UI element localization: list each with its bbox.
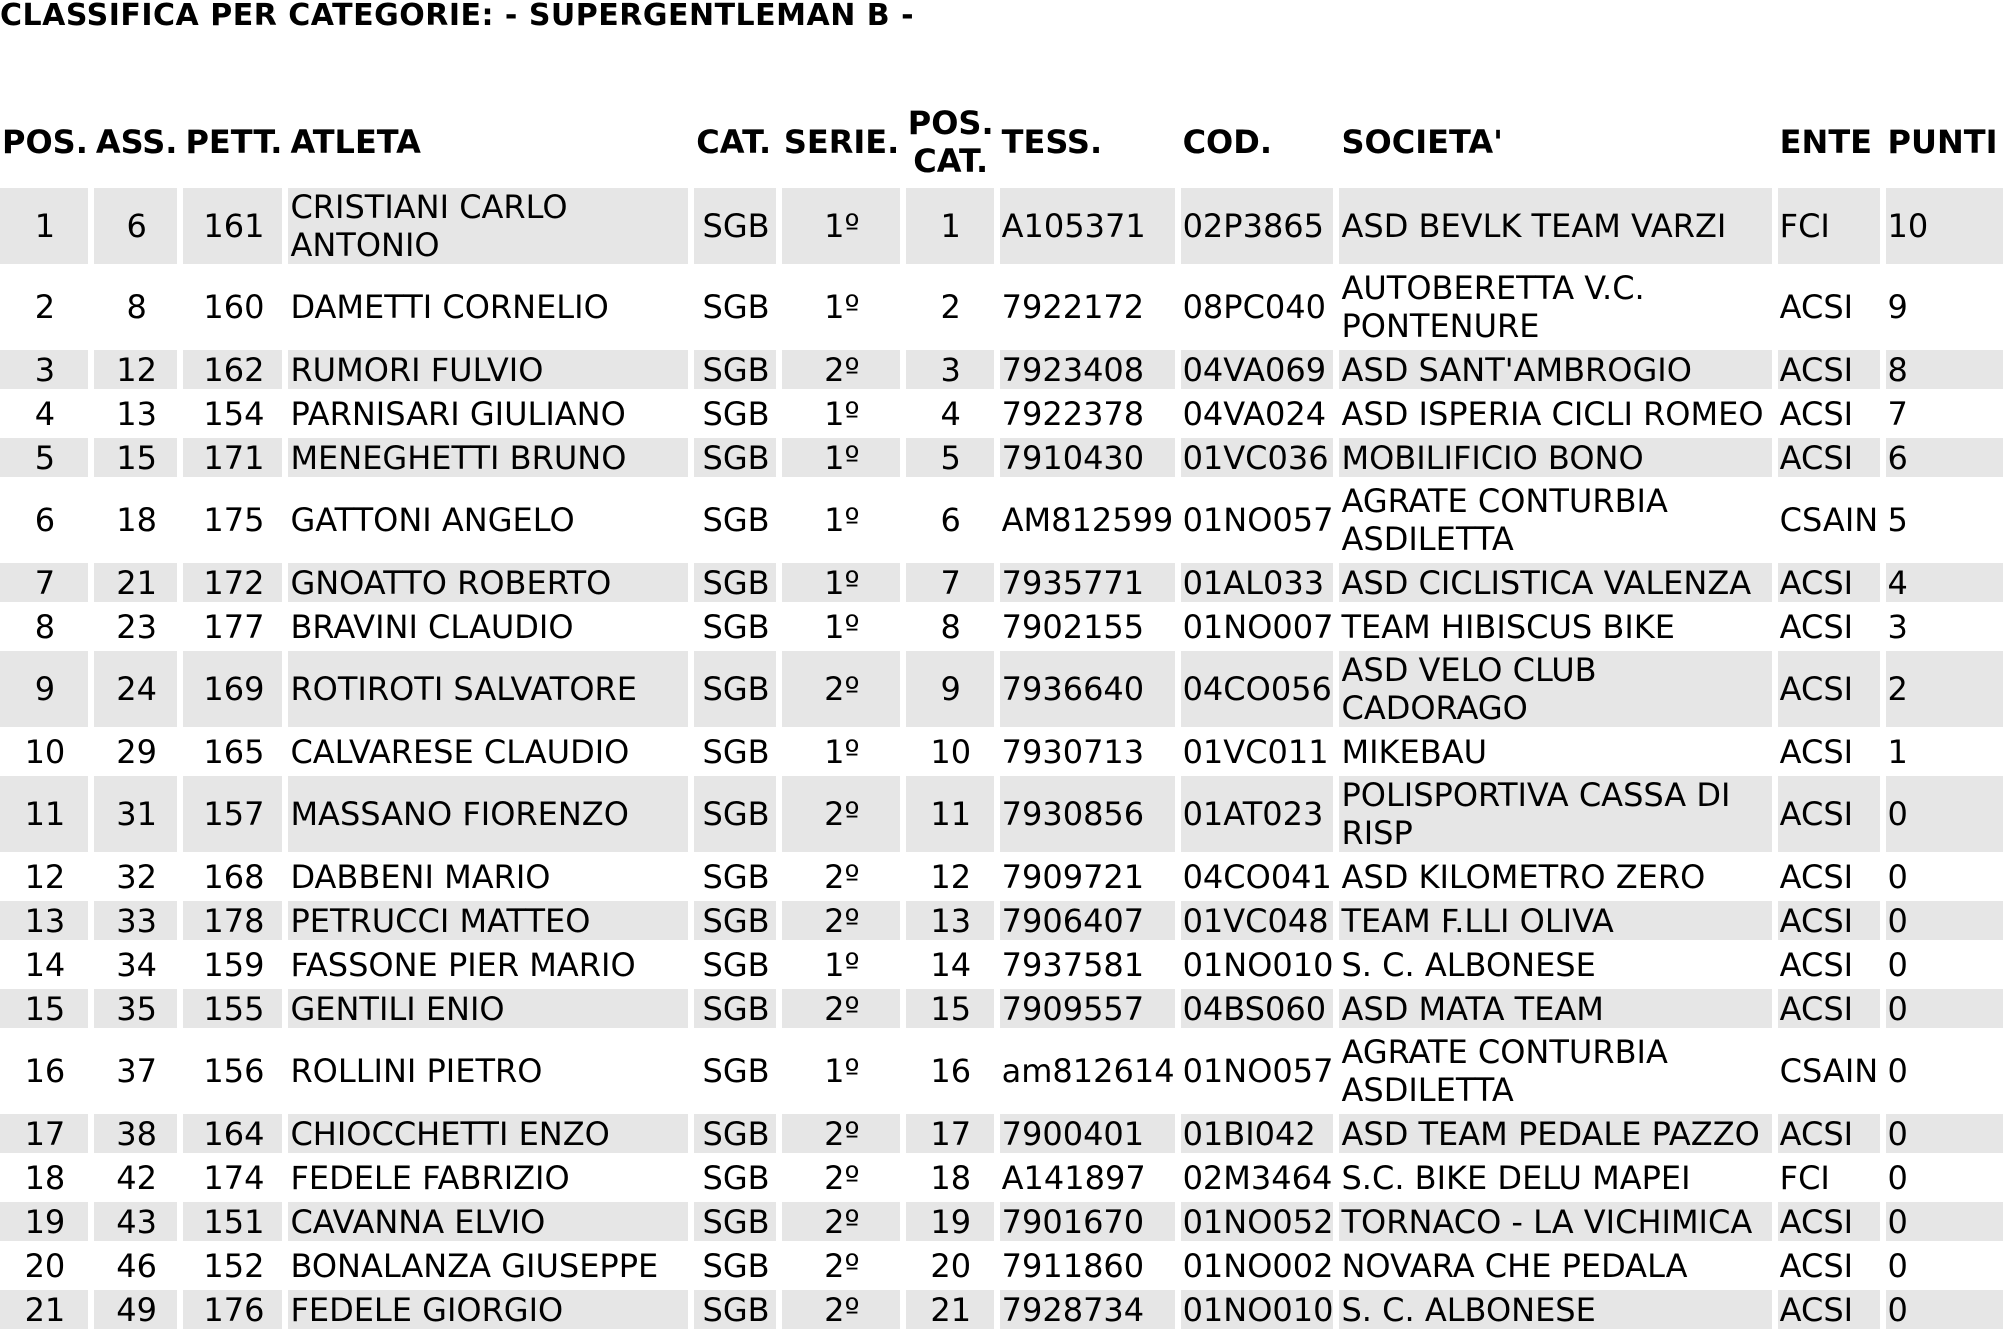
cell-pos-cat: 3 <box>906 350 994 389</box>
cell-tess: 7901670 <box>1000 1202 1175 1241</box>
cell-serie: 1º <box>782 438 900 477</box>
cell-societa: NOVARA CHE PEDALA <box>1341 1246 1688 1285</box>
cell-cod: 01NO002 <box>1182 1246 1334 1285</box>
cell-cod: 01VC036 <box>1181 438 1334 477</box>
cell-ass: 13 <box>116 394 157 433</box>
cell-tess: 7910430 <box>1000 438 1175 477</box>
cell-pos: 19 <box>0 1202 88 1241</box>
cell-atleta: BONALANZA GIUSEPPE <box>290 1246 659 1285</box>
cell-serie: 2º <box>782 1202 900 1241</box>
cell-societa: TEAM F.LLI OLIVA <box>1339 901 1771 940</box>
cell-tess: A105371 <box>1000 188 1175 264</box>
cell-atleta: CRISTIANI CARLO ANTONIO <box>288 188 688 264</box>
table-row <box>0 1114 2003 1153</box>
cell-societa: TORNACO - LA VICHIMICA <box>1339 1202 1771 1241</box>
col-header-cat: CAT. <box>696 123 772 161</box>
cell-cat: SGB <box>694 1202 776 1241</box>
cell-ass: 38 <box>94 1114 178 1153</box>
cell-cod: 01AL033 <box>1181 563 1334 602</box>
table-row <box>0 857 2003 896</box>
cell-serie: 1º <box>824 1052 860 1090</box>
cell-pos-cat: 5 <box>906 438 994 477</box>
cell-pos: 11 <box>0 776 88 852</box>
cell-pos-cat: 1 <box>906 188 994 264</box>
cell-ente: ACSI <box>1779 607 1854 646</box>
cell-atleta: FEDELE GIORGIO <box>288 1290 688 1329</box>
cell-ente: ACSI <box>1779 394 1854 433</box>
cell-serie: 2º <box>824 857 860 896</box>
cell-pos-cat: 6 <box>940 501 961 539</box>
cell-pett: 154 <box>203 394 265 433</box>
cell-cat: SGB <box>702 1158 770 1197</box>
cell-ass: 6 <box>94 188 178 264</box>
cell-serie: 1º <box>824 607 860 646</box>
cell-cat: SGB <box>694 350 776 389</box>
cell-punti: 0 <box>1886 1290 2003 1329</box>
cell-serie: 1º <box>824 394 860 433</box>
cell-cat: SGB <box>702 732 770 771</box>
cell-cod: 08PC040 <box>1182 288 1326 326</box>
cell-ente: FCI <box>1778 188 1880 264</box>
cell-cod: 02M3464 <box>1182 1158 1333 1197</box>
col-header-punti: PUNTI <box>1887 123 1998 161</box>
col-header-ente: ENTE <box>1779 123 1872 161</box>
cell-societa: AGRATE CONTURBIA ASDILETTA <box>1341 482 1668 558</box>
cell-serie: 1º <box>824 501 860 539</box>
table-row <box>0 394 2003 433</box>
cell-cat: SGB <box>702 501 770 539</box>
cell-ass: 12 <box>94 350 178 389</box>
cell-atleta: BRAVINI CLAUDIO <box>290 607 574 646</box>
table-row <box>0 350 2003 389</box>
cell-pos-cat: 16 <box>930 1052 972 1090</box>
table-row <box>0 1290 2003 1329</box>
table-row <box>0 1246 2003 1285</box>
cell-pett: 156 <box>203 1052 265 1090</box>
cell-cat: SGB <box>702 607 770 646</box>
cell-tess: 7922172 <box>1001 288 1145 326</box>
cell-punti: 0 <box>1887 945 1908 984</box>
cell-ente: ACSI <box>1778 1114 1880 1153</box>
cell-serie: 2º <box>782 350 900 389</box>
cell-societa: S. C. ALBONESE <box>1341 945 1596 984</box>
cell-pett: 157 <box>183 776 282 852</box>
cell-pos-cat: 11 <box>906 776 994 852</box>
cell-serie: 2º <box>824 1246 860 1285</box>
cell-ente: ACSI <box>1778 901 1880 940</box>
cell-pos: 17 <box>0 1114 88 1153</box>
cell-punti: 4 <box>1886 563 2003 602</box>
cell-tess: 7900401 <box>1000 1114 1175 1153</box>
cell-pos: 3 <box>0 350 88 389</box>
cell-societa: AGRATE CONTURBIA ASDILETTA <box>1341 1033 1668 1109</box>
cell-pett: 169 <box>183 651 282 727</box>
cell-societa: AUTOBERETTA V.C. PONTENURE <box>1341 269 1645 345</box>
cell-pos-cat: 8 <box>940 607 961 646</box>
table-row <box>0 1158 2003 1197</box>
table-row <box>0 269 2003 345</box>
cell-ente: CSAIN <box>1779 1052 1879 1090</box>
cell-punti: 0 <box>1886 776 2003 852</box>
cell-ente: FCI <box>1779 1158 1830 1197</box>
cell-ente: ACSI <box>1778 1290 1880 1329</box>
cell-cat: SGB <box>694 188 776 264</box>
cell-ass: 24 <box>94 651 178 727</box>
cell-serie: 2º <box>782 901 900 940</box>
col-header-pos-cat: POS. CAT. <box>907 104 994 180</box>
cell-pos: 1 <box>0 188 88 264</box>
cell-atleta: CALVARESE CLAUDIO <box>290 732 630 771</box>
cell-pos: 2 <box>34 288 56 326</box>
cell-serie: 1º <box>824 288 860 326</box>
cell-societa: POLISPORTIVA CASSA DI RISP <box>1339 776 1771 852</box>
cell-punti: 0 <box>1886 1114 2003 1153</box>
cell-ente: CSAIN <box>1779 501 1879 539</box>
cell-pos: 6 <box>34 501 56 539</box>
table-row <box>0 563 2003 602</box>
cell-pos-cat: 19 <box>906 1202 994 1241</box>
cell-atleta: FASSONE PIER MARIO <box>290 945 636 984</box>
cell-cod: 04CO056 <box>1181 651 1334 727</box>
cell-ass: 29 <box>116 732 157 771</box>
cell-societa: ASD TEAM PEDALE PAZZO <box>1339 1114 1771 1153</box>
cell-pos-cat: 20 <box>930 1246 972 1285</box>
cell-pos: 21 <box>0 1290 88 1329</box>
cell-pos-cat: 18 <box>930 1158 972 1197</box>
cell-ente: ACSI <box>1778 776 1880 852</box>
cell-cod: 01NO010 <box>1182 945 1334 984</box>
cell-cod: 01VC048 <box>1181 901 1334 940</box>
cell-cat: SGB <box>694 563 776 602</box>
cell-cod: 01NO007 <box>1182 607 1334 646</box>
cell-pett: 174 <box>203 1158 265 1197</box>
cell-serie: 2º <box>782 989 900 1028</box>
table-row <box>0 482 2003 558</box>
cell-ass: 15 <box>94 438 178 477</box>
cell-pos: 8 <box>34 607 56 646</box>
cell-atleta: GATTONI ANGELO <box>290 501 575 539</box>
cell-pett: 178 <box>183 901 282 940</box>
cell-pett: 155 <box>183 989 282 1028</box>
col-header-cod: COD. <box>1182 123 1272 161</box>
cell-pett: 171 <box>183 438 282 477</box>
cell-cod: 04BS060 <box>1181 989 1334 1028</box>
cell-punti: 2 <box>1886 651 2003 727</box>
cell-ass: 31 <box>94 776 178 852</box>
table-row <box>0 732 2003 771</box>
cell-pos: 10 <box>24 732 66 771</box>
cell-atleta: FEDELE FABRIZIO <box>290 1158 570 1197</box>
cell-atleta: GNOATTO ROBERTO <box>288 563 688 602</box>
cell-punti: 7 <box>1887 394 1908 433</box>
cell-pos-cat: 10 <box>930 732 972 771</box>
cell-pett: 152 <box>203 1246 265 1285</box>
table-row <box>0 651 2003 727</box>
cell-tess: am812614 <box>1001 1052 1175 1090</box>
cell-cod: 02P3865 <box>1181 188 1334 264</box>
cell-punti: 9 <box>1887 288 1908 326</box>
cell-serie: 1º <box>782 563 900 602</box>
cell-tess: 7930713 <box>1001 732 1145 771</box>
cell-tess: 7911860 <box>1001 1246 1145 1285</box>
cell-ente: ACSI <box>1779 732 1854 771</box>
cell-ass: 35 <box>94 989 178 1028</box>
cell-pos-cat: 9 <box>906 651 994 727</box>
table-row <box>0 438 2003 477</box>
cell-atleta: DABBENI MARIO <box>290 857 551 896</box>
cell-pos: 20 <box>24 1246 66 1285</box>
cell-ass: 33 <box>94 901 178 940</box>
cell-tess: 7909721 <box>1001 857 1145 896</box>
cell-pos-cat: 13 <box>906 901 994 940</box>
cell-pett: 177 <box>203 607 265 646</box>
cell-pos: 5 <box>0 438 88 477</box>
cell-serie: 1º <box>824 732 860 771</box>
cell-cat: SGB <box>702 1052 770 1090</box>
table-row <box>0 989 2003 1028</box>
cell-tess: 7902155 <box>1001 607 1145 646</box>
cell-tess: 7930856 <box>1000 776 1175 852</box>
cell-punti: 5 <box>1887 501 1908 539</box>
cell-serie: 2º <box>782 776 900 852</box>
col-header-ass: ASS. <box>95 123 178 161</box>
cell-punti: 0 <box>1887 1158 1908 1197</box>
cell-ass: 46 <box>116 1246 157 1285</box>
cell-ente: ACSI <box>1779 945 1854 984</box>
cell-societa: S.C. BIKE DELU MAPEI <box>1341 1158 1691 1197</box>
cell-serie: 2º <box>782 651 900 727</box>
cell-tess: 7922378 <box>1001 394 1145 433</box>
cell-punti: 8 <box>1886 350 2003 389</box>
cell-atleta: MASSANO FIORENZO <box>288 776 688 852</box>
cell-punti: 3 <box>1887 607 1908 646</box>
cell-tess: A141897 <box>1001 1158 1146 1197</box>
cell-cat: SGB <box>694 438 776 477</box>
cell-punti: 0 <box>1887 1052 1908 1090</box>
cell-punti: 1 <box>1887 732 1908 771</box>
cell-pos: 4 <box>34 394 56 433</box>
cell-serie: 1º <box>782 188 900 264</box>
cell-ente: ACSI <box>1778 350 1880 389</box>
cell-cat: SGB <box>702 857 770 896</box>
cell-ass: 43 <box>94 1202 178 1241</box>
cell-ass: 37 <box>116 1052 157 1090</box>
cell-serie: 2º <box>782 1114 900 1153</box>
cell-cat: SGB <box>694 651 776 727</box>
cell-pett: 161 <box>183 188 282 264</box>
cell-tess: 7937581 <box>1001 945 1145 984</box>
cell-pos: 14 <box>24 945 66 984</box>
table-row <box>0 188 2003 264</box>
cell-pos: 9 <box>0 651 88 727</box>
cell-tess: 7936640 <box>1000 651 1175 727</box>
cell-atleta: GENTILI ENIO <box>288 989 688 1028</box>
cell-tess: 7928734 <box>1000 1290 1175 1329</box>
table-row <box>0 776 2003 852</box>
cell-atleta: CHIOCCHETTI ENZO <box>288 1114 688 1153</box>
cell-pos: 18 <box>24 1158 66 1197</box>
cell-cod: 01BI042 <box>1181 1114 1334 1153</box>
cell-pett: 175 <box>203 501 265 539</box>
cell-serie: 2º <box>824 1158 860 1197</box>
col-header-tess: TESS. <box>1001 123 1103 161</box>
cell-ass: 21 <box>94 563 178 602</box>
col-header-pos: POS. <box>2 123 88 161</box>
cell-cod: 01NO010 <box>1182 1290 1334 1329</box>
cell-punti: 0 <box>1886 901 2003 940</box>
cell-cod: 04CO041 <box>1182 857 1332 896</box>
cell-atleta: MENEGHETTI BRUNO <box>288 438 688 477</box>
cell-pos-cat: 7 <box>906 563 994 602</box>
cell-cat: SGB <box>702 288 770 326</box>
cell-serie: 2º <box>782 1290 900 1329</box>
cell-pos-cat: 14 <box>930 945 972 984</box>
cell-cod: 01NO057 <box>1182 501 1334 539</box>
cell-pos: 16 <box>24 1052 66 1090</box>
cell-atleta: CAVANNA ELVIO <box>288 1202 688 1241</box>
cell-societa: ASD CICLISTICA VALENZA <box>1339 563 1771 602</box>
col-header-serie: SERIE. <box>783 123 900 161</box>
cell-ass: 32 <box>116 857 157 896</box>
cell-pos-cat: 15 <box>906 989 994 1028</box>
cell-societa: ASD BEVLK TEAM VARZI <box>1339 188 1771 264</box>
cell-tess: 7906407 <box>1000 901 1175 940</box>
cell-ass: 8 <box>126 288 147 326</box>
cell-cod: 04VA069 <box>1181 350 1334 389</box>
cell-cat: SGB <box>694 776 776 852</box>
cell-pos: 7 <box>0 563 88 602</box>
col-header-societa: SOCIETA' <box>1341 123 1503 161</box>
cell-pett: 176 <box>183 1290 282 1329</box>
cell-pos-cat: 2 <box>940 288 961 326</box>
cell-ente: ACSI <box>1778 438 1880 477</box>
cell-ass: 42 <box>116 1158 157 1197</box>
cell-punti: 0 <box>1887 857 1908 896</box>
cell-cat: SGB <box>702 1246 770 1285</box>
cell-cat: SGB <box>694 901 776 940</box>
cell-ass: 18 <box>116 501 157 539</box>
page-title: CLASSIFICA PER CATEGORIE: - SUPERGENTLEMAN B - <box>0 0 915 33</box>
cell-cod: 01NO052 <box>1182 1202 1334 1241</box>
cell-societa: MIKEBAU <box>1341 732 1487 771</box>
cell-tess: 7909557 <box>1000 989 1175 1028</box>
cell-cod: 01AT023 <box>1181 776 1334 852</box>
cell-ass: 23 <box>116 607 157 646</box>
cell-pos: 15 <box>0 989 88 1028</box>
cell-pett: 160 <box>203 288 265 326</box>
cell-societa: ASD SANT'AMBROGIO <box>1339 350 1771 389</box>
cell-societa: ASD MATA TEAM <box>1339 989 1771 1028</box>
cell-ente: ACSI <box>1779 857 1854 896</box>
cell-tess: 7923408 <box>1000 350 1175 389</box>
cell-atleta: ROLLINI PIETRO <box>290 1052 543 1090</box>
table-row <box>0 607 2003 646</box>
cell-atleta: ROTIROTI SALVATORE <box>288 651 688 727</box>
cell-cat: SGB <box>694 1114 776 1153</box>
cell-ente: ACSI <box>1779 288 1854 326</box>
cell-cat: SGB <box>702 945 770 984</box>
col-header-atleta: ATLETA <box>290 123 421 161</box>
cell-pos-cat: 21 <box>906 1290 994 1329</box>
cell-pett: 159 <box>203 945 265 984</box>
cell-atleta: DAMETTI CORNELIO <box>290 288 609 326</box>
cell-serie: 1º <box>824 945 860 984</box>
cell-ente: ACSI <box>1778 651 1880 727</box>
cell-ass: 49 <box>94 1290 178 1329</box>
cell-societa: ASD ISPERIA CICLI ROMEO <box>1341 394 1764 433</box>
cell-pos: 12 <box>24 857 66 896</box>
cell-societa: S. C. ALBONESE <box>1339 1290 1771 1329</box>
cell-pos: 13 <box>0 901 88 940</box>
cell-pett: 172 <box>183 563 282 602</box>
cell-punti: 6 <box>1886 438 2003 477</box>
cell-pos-cat: 12 <box>930 857 972 896</box>
cell-pett: 162 <box>183 350 282 389</box>
cell-pett: 164 <box>183 1114 282 1153</box>
cell-punti: 0 <box>1887 1246 1908 1285</box>
cell-pett: 168 <box>203 857 265 896</box>
cell-ass: 34 <box>116 945 157 984</box>
table-row <box>0 1033 2003 1109</box>
cell-tess: AM812599 <box>1001 501 1174 539</box>
cell-atleta: PARNISARI GIULIANO <box>290 394 626 433</box>
cell-cod: 01NO057 <box>1182 1052 1334 1090</box>
cell-punti: 10 <box>1886 188 2003 264</box>
cell-cod: 01VC011 <box>1182 732 1329 771</box>
cell-punti: 0 <box>1886 989 2003 1028</box>
table-row <box>0 1202 2003 1241</box>
cell-ente: ACSI <box>1778 1202 1880 1241</box>
cell-cat: SGB <box>702 394 770 433</box>
cell-pos-cat: 17 <box>906 1114 994 1153</box>
col-header-pett: PETT. <box>185 123 283 161</box>
cell-pett: 151 <box>183 1202 282 1241</box>
table-row <box>0 901 2003 940</box>
cell-cat: SGB <box>694 1290 776 1329</box>
header-row <box>0 101 2003 183</box>
cell-punti: 0 <box>1886 1202 2003 1241</box>
cell-cat: SGB <box>694 989 776 1028</box>
cell-ente: ACSI <box>1779 1246 1854 1285</box>
cell-societa: ASD KILOMETRO ZERO <box>1341 857 1706 896</box>
cell-societa: ASD VELO CLUB CADORAGO <box>1339 651 1771 727</box>
cell-atleta: RUMORI FULVIO <box>288 350 688 389</box>
results-table <box>0 96 2009 1334</box>
cell-cod: 04VA024 <box>1182 394 1327 433</box>
cell-tess: 7935771 <box>1000 563 1175 602</box>
cell-ente: ACSI <box>1778 563 1880 602</box>
cell-pett: 165 <box>203 732 265 771</box>
cell-ente: ACSI <box>1778 989 1880 1028</box>
table-row <box>0 945 2003 984</box>
cell-societa: MOBILIFICIO BONO <box>1339 438 1771 477</box>
cell-societa: TEAM HIBISCUS BIKE <box>1341 607 1675 646</box>
cell-pos-cat: 4 <box>940 394 961 433</box>
cell-atleta: PETRUCCI MATTEO <box>288 901 688 940</box>
